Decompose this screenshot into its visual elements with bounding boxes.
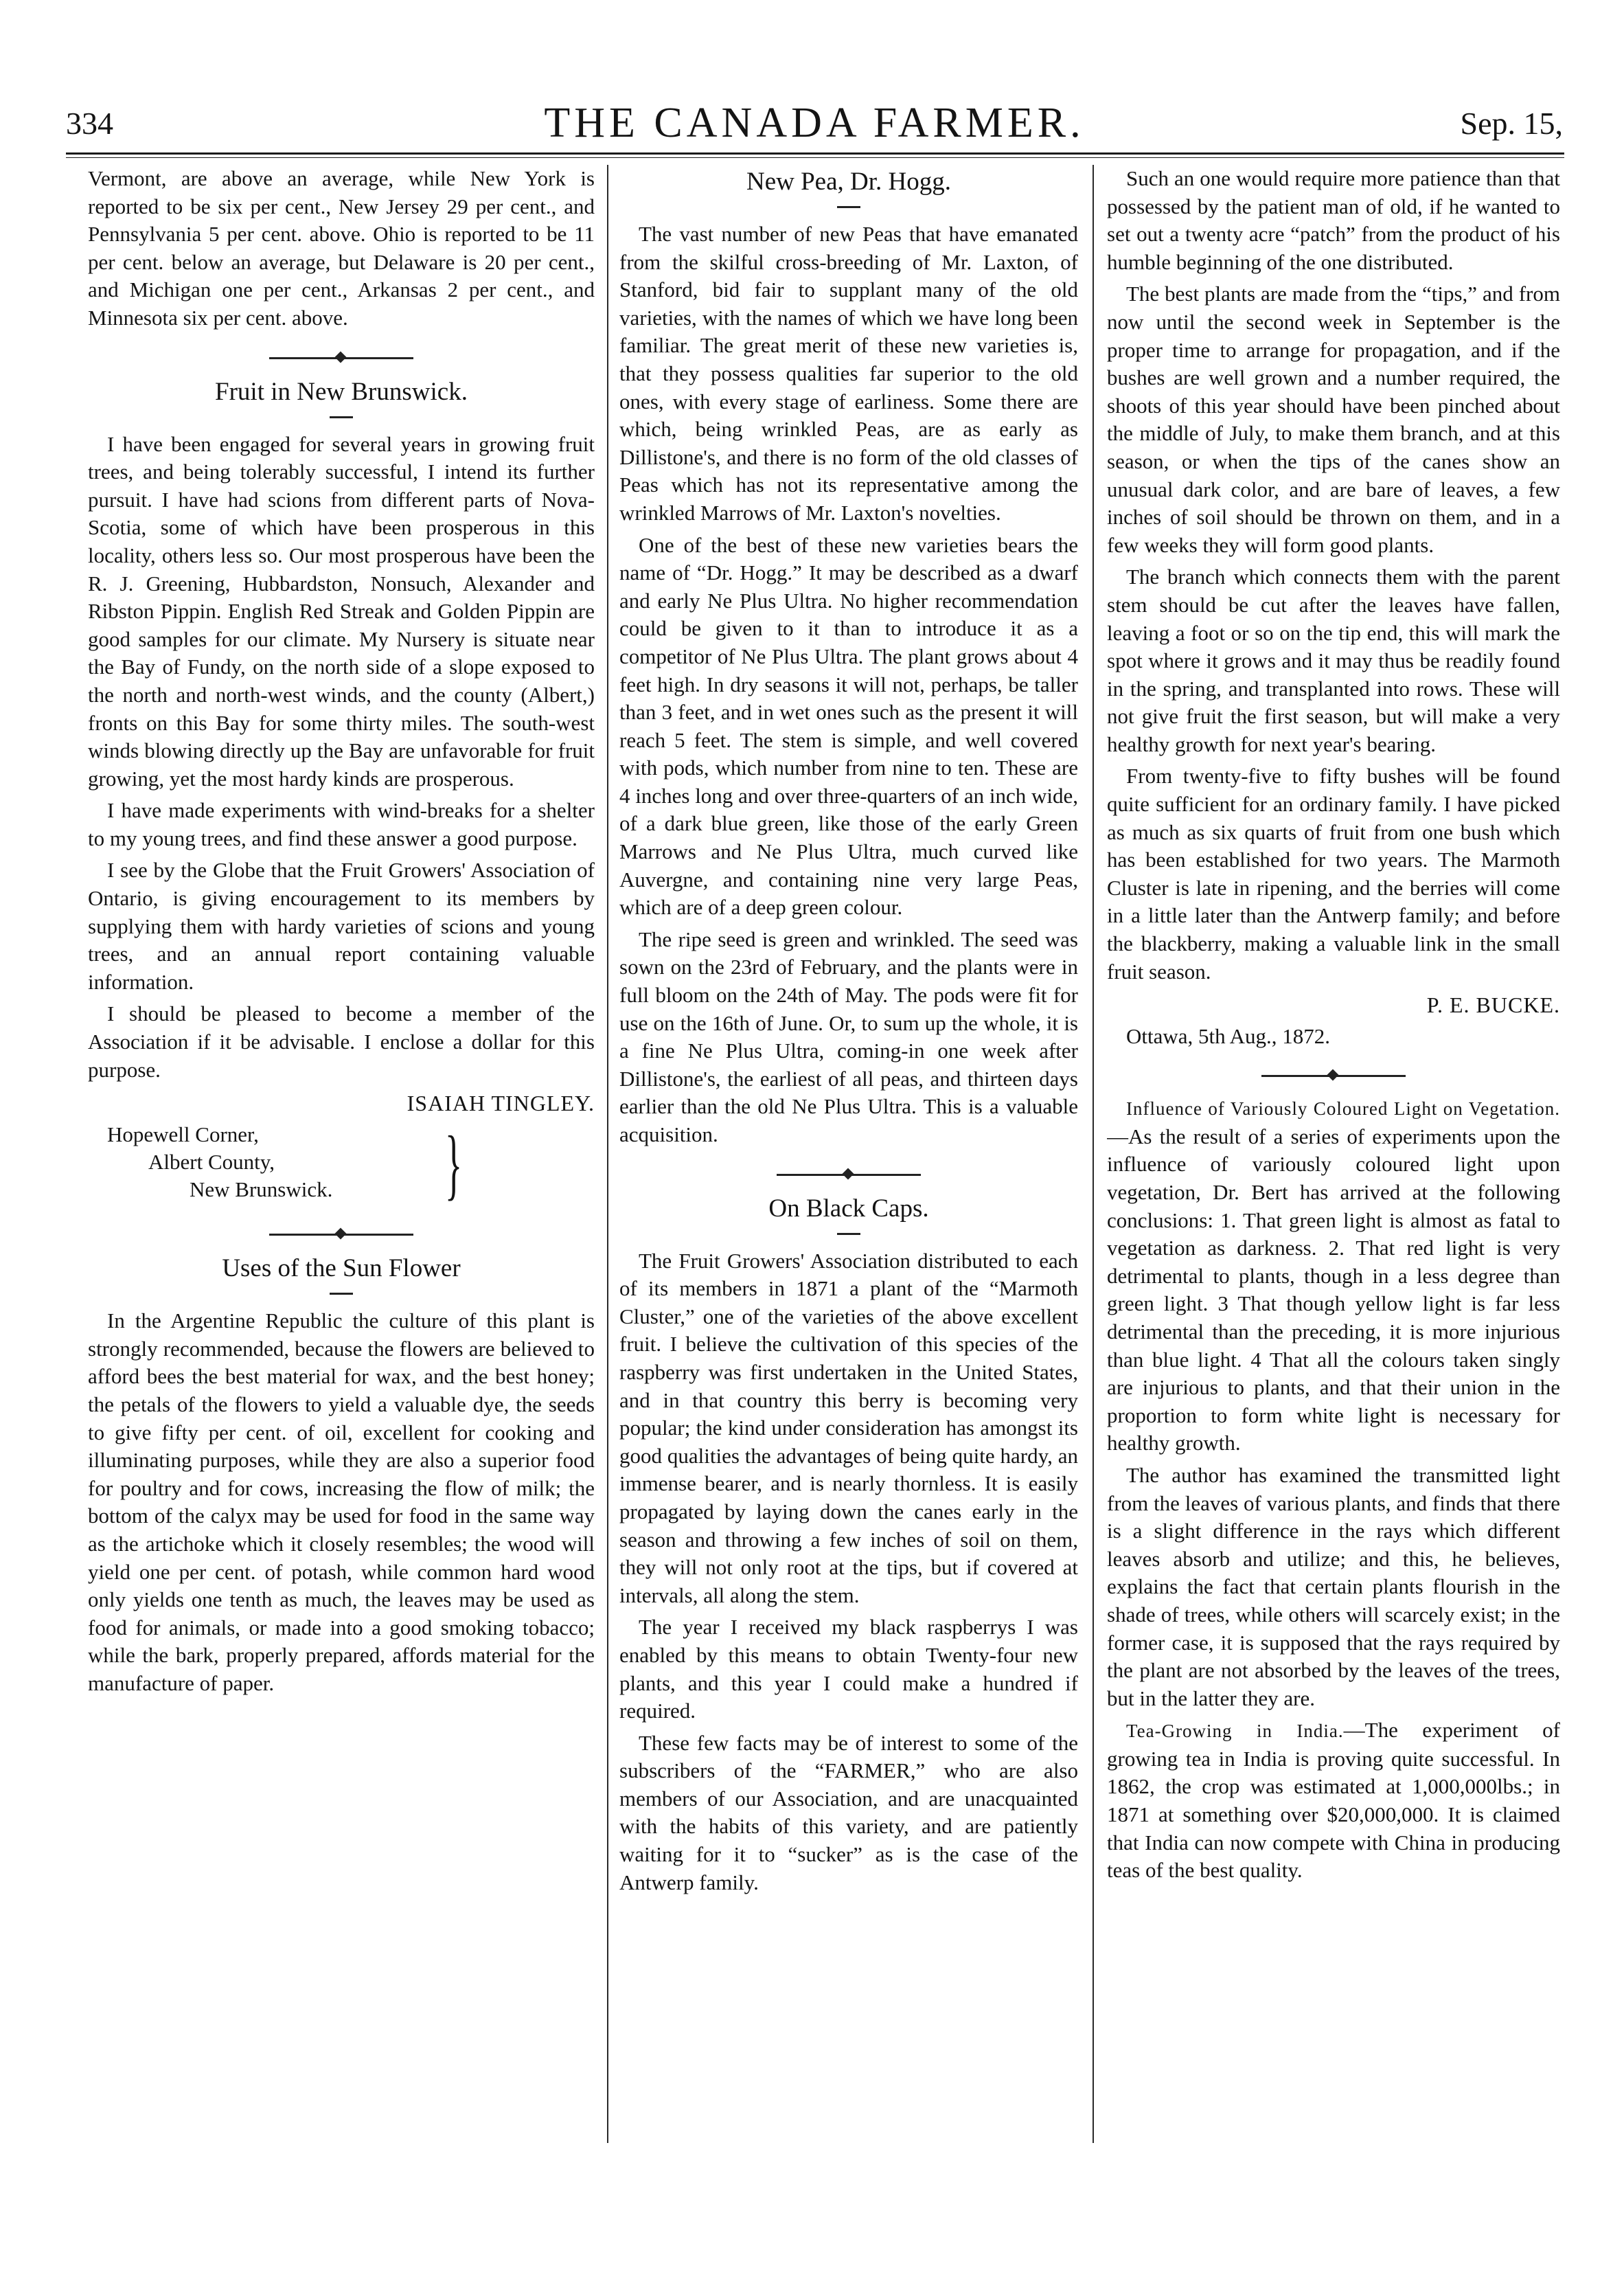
section-ornament <box>1261 1069 1406 1082</box>
article-heading: On Black Caps. <box>768 1194 929 1223</box>
article-heading: Uses of the Sun Flower <box>222 1254 461 1283</box>
article-paragraph: I see by the Globe that the Fruit Growers' Association of Ontario, is giving encouragement to its members by supplying them with hardy varieties of scions and young trees, and an annual report containing valuable information. <box>88 858 595 994</box>
heading-dash <box>837 206 860 208</box>
article-paragraph: I should be pleased to become a member of the Association if it be advisable. I enclose a dollar for this purpose. <box>88 1001 595 1082</box>
article-text: —As the result of a series of experiments upon the influence of variously coloured light upon vegetation, Dr. Bert has arrived at the following conclusions: 1. That green light is almost as fatal to vegetation as darkness. 2. That red light is very detrimental to plants, though in a less degree than green light. 3 That though yellow light is far less detrimental than the preceding, it is more injurious than blue light. 4 That all the colours taken singly are injurious to plants, and that their union in the proportion to form white light is necessary for healthy growth. <box>1107 1124 1560 1455</box>
masthead-rule-thin <box>66 157 1564 158</box>
run-in-title: Tea-Growing in India. <box>1126 1721 1344 1742</box>
masthead <box>66 100 1563 151</box>
article-paragraph: The author has examined the transmitted light from the leaves of various plants, and finds that there is a slight difference in the rays which different leaves absorb and utilize; and this, he believes, explains the fact that certain plants flourish in the shade of trees, while others will scarcely exist; in the former case, it is supposed that the rays required by the plant are not absorbed by the leaves of the trees, but in the latter they are. <box>1107 1462 1560 1710</box>
column-1 <box>88 165 595 2225</box>
dateline: Ottawa, 5th Aug., 1872. <box>1126 1024 1331 1049</box>
article-text: —The experiment of growing tea in India is proving quite successful. In 1862, the crop was estimated at 1,000,000lbs.; in 1871 at something over $20,000,000. It is claimed that India can now compete with China in producing teas of the best quality. <box>1107 1718 1560 1883</box>
article-paragraph: Such an one would require more patience than that possessed by the patient man of old, if he wanted to set out a twenty acre “patch” from the product of his humble beginning of the one distributed. <box>1107 166 1560 274</box>
newspaper-title: THE CANADA FARMER. <box>544 100 1085 146</box>
article-paragraph: These few facts may be of interest to some of the subscribers of the “FARMER,” who are also members of our Association, and are unacquainted with the habits of this variety, and are patiently waiting for it to “sucker” as is the case of the Antwerp family. <box>619 1730 1078 1894</box>
article-coloured-light <box>1107 1094 1560 1712</box>
article-heading: Fruit in New Brunswick. <box>215 377 468 406</box>
article-paragraph: The ripe seed is green and wrinkled. The seed was sown on the 23rd of February, and the plants were in full bloom on the 24th of May. The pods were fit for use on the 16th of June. Or, to sum up the whole, it is a fine Ne Plus Ultra, coming-in one week after Dillistone's, the earliest of all peas, and thirteen days earlier than the old Ne Plus Ultra. This is a valuable acquisition. <box>619 927 1078 1146</box>
heading-dash <box>837 1233 860 1235</box>
heading-dash <box>330 1293 353 1295</box>
address-line: Hopewell Corner, <box>107 1122 259 1147</box>
issue-date: Sep. 15, <box>1460 106 1563 141</box>
article-fruit-new-brunswick <box>88 376 595 1210</box>
article-paragraph: The vast number of new Peas that have emanated from the skilful cross-breeding of Mr. Laxton, of Stanford, bid fair to supplant many of the old varieties, with the names of which we have long been familiar. The great merit of these new varieties is, that they possess qualities far superior to the old ones, with every stage of earliness. Some there are which, being wrinkled Peas, are as early as Dillistone's, and there is no form of the old classes of Peas which has not its representative among the wrinkled Marrows of Mr. Laxton's novelties. <box>619 222 1078 525</box>
run-in-title: Influence of Variously Coloured Light on Vegetation. <box>1126 1098 1560 1120</box>
article-paragraph: The Fruit Growers' Association distributed to each of its members in 1871 a plant of the “Marmoth Cluster,” one of the varieties of the above excellent fruit. I believe the cultivation of this species of the raspberry was first undertaken in the United States, and in that country this berry is becoming very popular; the kind under consideration has amongst its good qualities the advantages of being quite hardy, an immense bearer, and is nearly thornless. It is easily propagated by laying down the canes early in the season and throwing a few inches of soil on them, they will not only root at the tips, but if covered at intervals, all along the stem. <box>619 1248 1078 1607</box>
article-paragraph: The year I received my black raspberrys I was enabled by this means to obtain Twenty-four new plants, and this year I could make a hundred if required. <box>619 1615 1078 1723</box>
article-paragraph: The branch which connects them with the parent stem should be cut after the leaves have fallen, leaving a foot or so on the tip end, this will mark the spot where it grows and it may thus be readily found in the spring, and transplanted into rows. These will not give fruit the first season, but will make a very healthy growth for next year's bearing. <box>1107 565 1560 756</box>
column-divider-1 <box>607 165 608 2143</box>
article-tea-india <box>1107 1716 1560 1885</box>
column-divider-2 <box>1093 165 1094 2143</box>
address-line: New Brunswick. <box>190 1177 333 1202</box>
article-heading: New Pea, Dr. Hogg. <box>746 168 951 196</box>
heading-dash <box>330 416 353 418</box>
author-signature: ISAIAH TINGLEY. <box>407 1091 595 1116</box>
column-2 <box>619 165 1078 2225</box>
section-ornament <box>269 1228 413 1240</box>
article-black-caps-continued <box>1107 165 1560 1050</box>
address-brace: } <box>445 1120 463 1209</box>
masthead-rule-thick <box>66 152 1564 155</box>
column-3 <box>1107 165 1560 2225</box>
article-black-caps <box>619 1193 1078 1897</box>
article-paragraph: I have been engaged for several years in growing fruit trees, and being tolerably successful, I intend its further pursuit. I have had scions from different parts of Nova-Scotia, some of which have been prosperous in this locality, others less so. Our most prosperous have been the R. J. Greening, Hubbardston, Nonsuch, Alexander and Ribston Pippin. English Red Streak and Golden Pippin are good samples for our climate. My Nursery is situate near the Bay of Fundy, on the north side of a slope exposed to the north and north-west winds, and the county (Albert,) fronts on this Bay for some thirty miles. The south-west winds blowing directly up the Bay are unfavorable for fruit growing, yet the most hardy kinds are prosperous. <box>88 431 595 791</box>
section-ornament <box>269 352 413 364</box>
author-signature: P. E. BUCKE. <box>1426 993 1560 1018</box>
article-paragraph: One of the best of these new varieties bears the name of “Dr. Hogg.” It may be described as a dwarf and early Ne Plus Ultra. No higher recommendation could be given to it than to introduce it as a competitor of Ne Plus Ultra. The plant grows about 4 feet high. In dry seasons it will not, perhaps, be taller than 3 feet, and in wet ones such as the present it will reach 5 feet. The stem is simple, and well covered with pods, which number from nine to ten. These are 4 inches long and over three-quarters of an inch wide, of a dark blue green, like those of the early Green Marrows and Ne Plus Ultra, much curved like Auvergne, and containing nine very large Peas, which are of a deep green colour. <box>619 532 1078 920</box>
page-number: 334 <box>66 106 113 141</box>
article-paragraph: In the Argentine Republic the culture of this plant is strongly recommended, because the flowers are believed to afford bees the best material for wax, and the best honey; the petals of the flowers to yield a valuable dye, the seeds to give fifty per cent. of oil, excellent for cooking and illuminating purposes, while they are also a superior food for poultry and for cows, increasing the flow of milk; the bottom of the calyx may be used for food in the same way as the artichoke which it closely resembles; the wood will yield one per cent. of potash, while common hard wood only yields one tenth as much, the leaves may be used as food for animals, or made into a good smoking tobacco; while the bark, properly prepared, affords material for the manufacture of paper. <box>88 1308 595 1695</box>
author-address <box>88 1121 595 1209</box>
continued-paragraph: Vermont, are above an average, while New York is reported to be six per cent., New Jersey 29 per cent., and Pennsylvania 5 per cent. above. Ohio is reported to be 11 per cent. below an average, but Delaware is 20 per cent., and Michigan one per cent., Arkansas 2 per cent., and Minnesota six per cent. above. <box>88 166 595 330</box>
article-paragraph: From twenty-five to fifty bushes will be found quite sufficient for an ordinary family. I have picked as much as six quarts of fruit from one bush which has been established for two years. The Marmoth Cluster is late in ripening, and the berries will come in a little later than the Antwerp family; and before the blackberry, making a valuable link in the small fruit season. <box>1107 764 1560 984</box>
section-ornament <box>777 1168 921 1181</box>
article-paragraph: The best plants are made from the “tips,” and from now until the second week in September is the proper time to arrange for propagation, and if the bushes are well grown and a number required, the shoots of this year should have been pinched about the middle of July, to make them branch, and at this season, or when the tips of the canes show an unusual dark color, and are bare of leaves, a few inches of soil should be thrown on them, and in a few weeks they will form good plants. <box>1107 282 1560 557</box>
address-line: Albert County, <box>148 1150 275 1175</box>
article-new-pea <box>619 166 1078 1149</box>
article-sun-flower <box>88 1253 595 1697</box>
article-paragraph: I have made experiments with wind-breaks for a shelter to my young trees, and find these answer a good purpose. <box>88 798 595 850</box>
